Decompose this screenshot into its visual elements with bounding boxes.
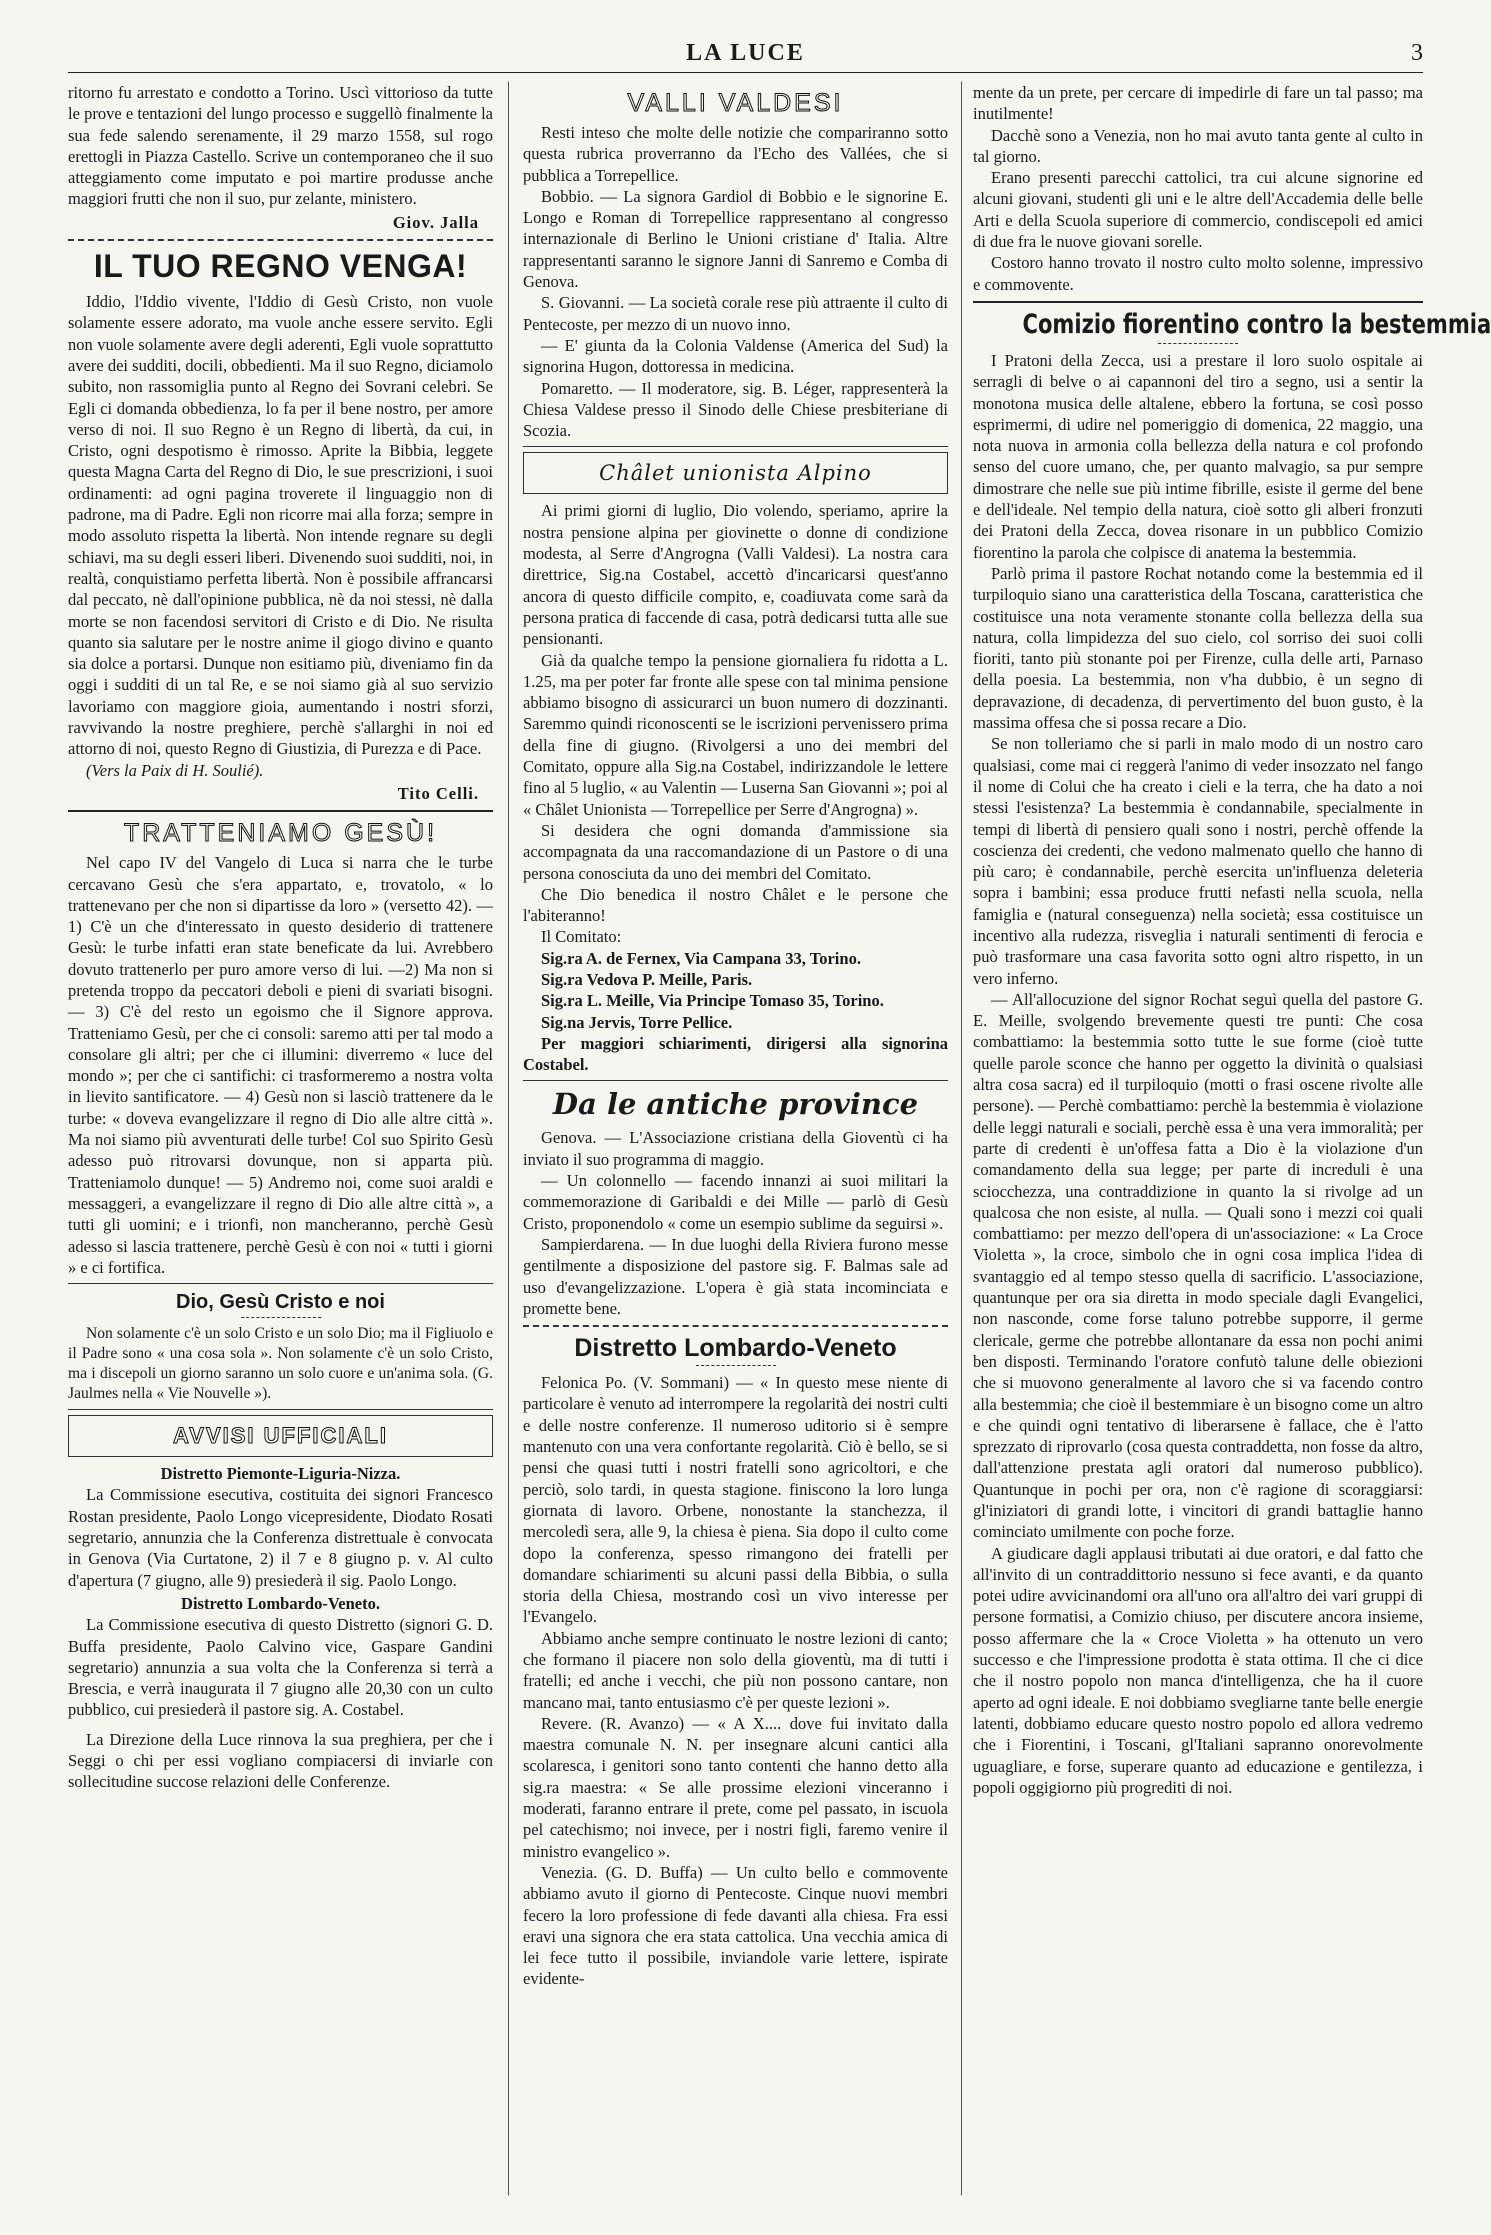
section-divider (523, 1325, 948, 1327)
section-divider (68, 810, 493, 812)
column-1 (68, 82, 493, 2195)
article-paragraph: Che Dio benedica il nostro Châlet e le persone che l'abiteranno! (523, 884, 948, 926)
committee-member: Sig.ra L. Meille, Via Principe Tomaso 35, Torino. (541, 991, 884, 1011)
article-paragraph: Costoro hanno trovato il nostro culto molto solenne, impressivo e commovente. (973, 253, 1423, 294)
article-paragraph: La Direzione della Luce rinnova la sua preghiera, per che i Seggi o chi per essi vogliano compiacersi di inviarle con sollecitudine succose relazioni delle Conferenze. (68, 1729, 493, 1792)
article-paragraph: La Commissione esecutiva, costituita dei signori Francesco Rostan presidente, Paolo Longo vicepresidente, Diodato Rosati segretario, annunzia che la Conferenza distrettuale è convocata in Genova (Via Curtatone, 2) il 7 e 8 giugno p. v. Al culto d'apertura (7 giugno, alle 9) presiederà il sig. Paolo Longo. (68, 1485, 493, 1590)
article-title: AVVISI UFFICIALI (173, 1423, 388, 1449)
article-paragraph: S. Giovanni. — La società corale rese più attraente il culto di Pentecoste, per mezzo di un nuovo inno. (523, 293, 948, 334)
title-ornament (1158, 343, 1238, 344)
article-paragraph: Bobbio. — La signora Gardiol di Bobbio e le signorine E. Longo e Roman di Torrepellice rappresentano al congresso internazionale di Berlino le Unioni cristiane d' Italia. Altre rappresentanti saranno le signore Janni di Sanremo e Comba di Genova. (523, 186, 948, 292)
title-ornament (696, 1365, 776, 1366)
page-header (68, 40, 1423, 70)
article-paragraph: Revere. (R. Avanzo) — « A X.... dove fui invitato dalla maestra comunale N. N. per insegnare alcuni cantici alla scolaresca, i genitori sono tanto contenti che hanno detto alla sig.ra maestra: « Se alle prossime elezioni vinceranno i moderati, faranno entrare il prete, come pel passato, in iscuola pel catechismo; noi invece, per i nostri figli, faremo venire il ministro evangelico ». (523, 1713, 948, 1861)
article-title: VALLI VALDESI (627, 89, 844, 117)
subheading: Distretto Lombardo-Veneto. (181, 1593, 380, 1613)
subheading: Distretto Piemonte-Liguria-Nizza. (160, 1464, 401, 1484)
column-3 (973, 82, 1491, 2195)
article-paragraph: — Un colonnello — facendo innanzi ai suoi militari la commemorazione di Garibaldi e dei Mille — parlò di Gesù Cristo, proponendolo « come un esempio sublime da seguirsi ». (523, 1171, 948, 1233)
section-divider (68, 1409, 493, 1410)
article-title: Châlet unionista Alpino (599, 461, 872, 486)
article-paragraph: Già da qualche tempo la pensione giornaliera fu ridotta a L. 1.25, ma per poter far fronte alle spese con tal minima pensione abbiamo bisogno di assicurarci un buon numero di dozzinanti. Saremmo quindi riconoscenti se le iscrizioni pervenissero prima della fine di giugno. (Rivolgersi a uno dei membri del Comitato, oppure alla Sig.na Costabel, indirizzandole le lettere fino al 5 luglio, « au Valentin — Luserna San Giovanni »; poi al « Châlet Unionista — Torrepellice per Serre d'Angrogna) ». (523, 650, 948, 819)
article-title: Distretto Lombardo-Veneto (574, 1334, 897, 1363)
article-continuation: ritorno fu arrestato e condotto a Torino. Uscì vittorioso da tutte le prove e tentazioni del lungo processo e suggellò finalmente la sua fede salendo serenamente, il 29 marzo 1558, sul rogo erettogli in Piazza Castello. Scrive un contemporaneo che il suo atteggiamento come imputato e poi martire produsse anche maggiori frutti che non il suo, pur zelante, ministero. (68, 83, 493, 209)
article-paragraph: — All'allocuzione del signor Rochat seguì quella del pastore G. E. Meille, svolgendo brevemente questi tre punti: Che cosa combattiamo: la bestemmia sotto tutte le sue forme (cioè tutte quelle parole sconce che hanno per oggetto la divinità o qualsiasi altra cosa sacra) ed il turpiloquio (motti o frasi oscene rivolte alle persone). — Perchè combattiamo: perchè la bestemmia è violazione delle leggi naturali e sociali, perchè essa è una vera immoralità; per parte di credenti è un'offesa fatta a Dio è la violazione d'un comandamento della sua legge; per parte di increduli è una sciocchezza, una contraddizione in quanto la si rivolge ad un qualcosa che non esiste, al nulla. — Quali sono i mezzi coi quali combattiamo: per mezzo dell'opera di un'associazione: « La Croce Violetta », la croce, simbolo che in ogni cosa implica l'idea di svantaggio ed al tempo stesso quella di sacrificio. L'associazione, quantunque per ora sia diretta in modo speciale dagli Evangelici, non nasconde, come forse taluno potrebbe supporre, il germe clericale, germe che potrebbe allontanare da essa non pochi animi ben disposti. Terminando l'oratore confutò talune delle obiezioni che si muovono generalmente al lavoro che si va facendo contro alla bestemmia; che cioè il bestemmiare è un bisogno come un altro e che quindi ogni tentativo di liberarsene è fallace, che è l'atto sprezzato di riprovarlo (cosa questa contraddetta, non fosse da altro, dall'attenzione prestata agli oratori dal numeroso pubblico). Quantunque in pochi per ora, non c'è ragione di scoraggiarsi: gl'iniziatori di grandi lotte, i vincitori di grandi battaglie hanno cominciato umilmente con poche forze. (973, 989, 1423, 1542)
section-divider (973, 301, 1423, 303)
byline: Giov. Jalla (392, 212, 479, 232)
article-paragraph: Non solamente c'è un solo Cristo e un solo Dio; ma il Figliuolo e il Padre sono « una cosa sola ». Non solamente c'è un solo Cristo, ma i discepoli un giorno saranno un solo cuore e un'anima sola. (G. Jaulmes nella « Vie Nouvelle »). (68, 1325, 493, 1403)
byline: Tito Celli. (397, 783, 479, 803)
article-paragraph: La Commissione esecutiva di questo Distretto (signori G. D. Buffa presidente, Paolo Calvino vice, Gaspare Gandini segretario) annunzia a sua volta che la Conferenza si terrà a Brescia, e verrà inaugurata il 7 giugno alle 20,30 con un culto pubblico, cui presiederà il pastore sig. A. Costabel. (68, 1615, 493, 1720)
committee-member: Sig.ra Vedova P. Meille, Paris. (541, 969, 753, 989)
article-paragraph: I Pratoni della Zecca, usi a prestare il loro suolo ospitale ai serragli di belve o ai capannoni del tiro a segno, usi a sentir la monotona musica delle altalene, ebbero la fortuna, se così posso esprimermi, di udire nel pomeriggio di domenica, 22 maggio, una nota nuova in armonia colla bellezza della natura e col profondo senso del cuore umano, che, per quanto malvagio, sa pur sempre dimostrare che nelle sue più intime fibrille, esiste il germe del bene e dell'ideale. Nel tempio della natura, cioè sotto gli alberi fronzuti dei Pratoni della Zecca, dovea risonare in un pubblico Comizio fiorentino la parola che colpisce di anatema la bestemmia. (973, 350, 1423, 562)
article-title: Dio, Gesù Cristo e noi (176, 1291, 385, 1314)
section-divider (68, 239, 493, 241)
column-rule (961, 82, 962, 2195)
section-divider (68, 1283, 493, 1284)
article-paragraph: — E' giunta da la Colonia Valdense (America del Sud) la signorina Hugon, dottoressa in medicina. (523, 335, 948, 377)
page-number: 3 (1411, 40, 1423, 66)
article-paragraph: A giudicare dagli applausi tributati ai due oratori, e dal fatto che all'invito di un contraddittorio nessuno si fece avanti, e da quanto potei udire avvicinandomi ora all'uno ora all'altro dei vari gruppi di persone formatisi, a Comizio chiuso, per discutere ancora insieme, posso affermare che la « Croce Violetta » ha ottenuto un vero successo e che l'impressione prodotta è stata ottima. Il che ci dice che il nostro popolo non manca d'intelligenza, che ha il cuore aperto ad ogni ideale. E noi dobbiamo svegliarne tante belle energie latenti, dobbiamo educare questo nostro popolo ed allora vedremo che i Fiorentini, i Toscani, gl'Italiani sapranno onorevolmente uguagliare, e forse, superare quanto ad educazione e gentilezza, i popoli oggigiorno più progrediti di noi. (973, 1543, 1423, 1797)
article-title: Da le antiche province (552, 1087, 919, 1122)
article-continuation: mente da un prete, per cercare di impedirle di fare un tal passo; ma inutilmente! (973, 83, 1423, 124)
title-box (523, 452, 948, 494)
committee-member: Sig.ra A. de Fernex, Via Campana 33, Torino. (541, 948, 861, 968)
article-paragraph: Sampierdarena. — In due luoghi della Riviera furono messe gentilmente a disposizione del pastore sig. F. Balmas sale ad uso d'evangelizzazione. L'opera è già stata incominciata e promette bene. (523, 1234, 948, 1318)
article-paragraph: Venezia. (G. D. Buffa) — Un culto bello e commovente abbiamo avuto il giorno di Pentecoste. Cinque nuovi membri fecero la loro professione di fede davanti alla chiesa. Fra essi eravi una signora che era stata cattolica. Una vecchia amica di lei fece tutto il possibile, inviandole varie lettere, ispirate evidente- (523, 1862, 948, 1989)
article-paragraph: Parlò prima il pastore Rochat notando come la bestemmia ed il turpiloquio siano una caratteristica della Toscana, caratteristica che costituisce una nota veramente stonante colla bellezza della sua natura, colla limpidezza del suo cielo, col sorriso dei suoi colli fioriti, tanto più stonante poi per Firenze, culla delle arti, Parnaso della poesia. La bestemmia, non v'ha dubbio, è un segno di depravazione, di decadenza, di pervertimento del buon gusto, è la massima offesa che si possa recare a Dio. (973, 563, 1423, 733)
column-rule (508, 82, 509, 2195)
section-divider (523, 1080, 948, 1081)
article-paragraph: Abbiamo anche sempre continuato le nostre lezioni di canto; che formano il piacere non solo della gioventù, ma di tutti i fratelli; ed anche i vecchi, che più non possono cantare, non mancano mai, tanto entusiasmo c'è per queste lezioni ». (523, 1628, 948, 1712)
article-paragraph: Genova. — L'Associazione cristiana della Gioventù ci ha inviato il suo programma di maggio. (523, 1128, 948, 1169)
article-paragraph: Si desidera che ogni domanda d'ammissione sia accompagnata da una raccomandazione di un Pastore o di una persona conosciuta da uno dei membri del Comitato. (523, 820, 948, 883)
column-2 (523, 82, 948, 2195)
article-paragraph: Erano presenti parecchi cattolici, tra cui alcune signorine ed alcuni giovani, studenti gli uni e le altre dell'Accademia delle belle Arti e della Scuola superiore di commercio, condiscepoli ed amici di due fra le nuove giovani sorelle. (973, 168, 1423, 252)
committee-member: Sig.na Jervis, Torre Pellice. (541, 1012, 733, 1032)
article-paragraph: Se non tolleriamo che si parli in malo modo di un nostro caro qualsiasi, come mai ci reggerà l'animo di veder insozzato nel fango il nome di Colui che ha creato i cieli e la terra, che ha dato a noi stessi l'esistenza? La bestemmia è condannabile, specialmente in tempi di libertà di pensiero quali sono i nostri, perchè offende la coscienza dei credenti, che vedono malmenato quello che hanno di più caro; è condannabile, perchè esercita un'influenza deleteria sopra i bambini; essa produce frutti nefasti nella scuola, nella famiglia e (natural conseguenza) nella società; essa costituisce un incentivo alla rudezza, risveglia i naturali sentimenti di ferocia e può trasformare una casa favorita sotto ogni altro rispetto, in un vero inferno. (973, 734, 1423, 988)
section-divider (523, 446, 948, 447)
article-paragraph: Per maggiori schiarimenti, dirigersi alla signorina Costabel. (523, 1033, 948, 1075)
committee-label: Il Comitato: (541, 927, 622, 947)
running-title: LA LUCE (686, 40, 805, 66)
header-rule (68, 72, 1423, 73)
article-paragraph: Nel capo IV del Vangelo di Luca si narra che le turbe cercavano Gesù che s'era appartato, e, trovatolo, « lo trattenevano per che non si dipartisse da loro » (versetto 42). — 1) C'è un che d'interessato in questo desiderio di trattenere Gesù: le turbe infatti eran state beneficate da lui. Avrebbero dovuto trattenerlo per puro amore verso di lui. —2) Ma non si pretenda troppo da peccatori deboli e pieni di svariati bisogni. — 3) C'è del resto un egoismo che il Signore approva. Tratteniamo Gesù, per che ci consoli: saremo atti per tal modo a consolare gli altri; per che ci illumini: diverremo « luce del mondo »; per che ci santifichi: ci trasformeremo a nostra volta in lievito santificatore. — 4) Gesù non si lasciò trattenere da le turbe: « doveva evangelizzare il regno di Dio alle altre città ». Ma noi siamo più avventurati delle turbe! Col suo Spirito Gesù adesso può ritrovarsi dovunque, non si apparta più. Tratteniamolo dunque! — 5) Andremo noi, come suoi araldi e messaggeri, a evangelizzare il regno di Dio alle altre città », a tutti gli uomini; e i trionfi, non mancheranno, perchè Gesù adesso si lascia trattenere, perchè Gesù è con noi « tutti i giorni » e ci fortifica. (68, 853, 493, 1277)
article-title: Comizio fiorentino contro la bestemmia (1022, 308, 1491, 340)
article-paragraph: Ai primi giorni di luglio, Dio volendo, speriamo, aprire la nostra pensione alpina per giovinette o donne di condizione modesta, al Serre d'Angrogna (Valli Valdesi). La nostra cara direttrice, Sig.na Costabel, accettò d'incaricarsi quest'anno ancora di questo difficile compito, e, coadiuvata come sarà da persona pratica di faccende di casa, potrà dedicarsi tutta alle sue pensionanti. (523, 501, 948, 649)
article-title: IL TUO REGNO VENGA! (93, 248, 468, 285)
article-paragraph: Resti inteso che molte delle notizie che compariranno sotto questa rubrica proverranno da l'Echo des Vallées, che si pubblica a Torrepellice. (523, 123, 948, 185)
title-ornament (241, 1317, 321, 1318)
article-source: (Vers la Paix di H. Soulié). (86, 760, 264, 780)
article-paragraph: Felonica Po. (V. Sommani) — « In questo mese niente di particolare è venuto ad interrompere la regolarità dei nostri culti e delle nostre conferenze. Il numeroso uditorio si è sempre mantenuto con una vera confortante regolarità. Ciò è bello, se si pensi che quasi tutti i nostri fratelli sono agricoltori, e che perciò, solo tardi, in questa stagione. finiscono la loro lunga giornata di lavoro. Orbene, nonostante la stanchezza, il mercoledì sera, alle 9, la chiesa è piena. Sia dopo il culto come dopo la conferenza, spesso rimangono dei fratelli per domandare schiarimenti su alcuni passi della Bibbia, o sulla storia della Chiesa, mostrando così un vivo interesse per l'Evangelo. (523, 1373, 948, 1627)
article-paragraph: Dacchè sono a Venezia, non ho mai avuto tanta gente al culto in tal giorno. (973, 125, 1423, 166)
article-paragraph: Iddio, l'Iddio vivente, l'Iddio di Gesù Cristo, non vuole solamente essere adorato, ma vuole anche essere servito. Egli non vuole solamente avere degli aderenti, Egli vuole soprattutto avere dei sudditi, docili, obbedienti. Ma il suo Regno, diciamolo subito, non rassomiglia punto al Regno dei Sovrani celebri. Se Egli ci domanda obbedienza, lo fa per il bene nostro, per amore verso di noi. Il suo Regno è un Regno di libertà, da cui, in Cristo, ogni despotismo è rimosso. Aprite la Bibbia, leggete questa Magna Carta del Regno di Dio, le sue prescrizioni, i suoi ordinamenti: ad ogni pagina troverete il linguaggio non di padrone, ma di Padre. Egli non ricorre mai alla forza; sempre in modo assoluto rispetta la libertà. Non intende regnare su degli schiavi, ma su degli esseri liberi. Divenendo suoi sudditi, noi, in realtà, conquistiamo perfetta libertà. Non è possibile affrancarsi dal peccato, nè dall'opinione pubblica, nè da noi stessi, nè dalla morte se non facendosi servitori di Cristo e di Dio. Ne risulta quanto sia salutare per le nostre anime il giogo divino e quanto sia dolce a portarsi. Dunque non esitiamo più, diveniamo fin da oggi i sudditi di un tal Re, e se noi siamo già al suo servizio lavoriamo con maggiore gioia, aumentando i nostri sforzi, ravvivando la nostre preghiere, perchè s'allarghi in noi ed attorno di noi, questo Regno di Giustizia, di Purezza e di Pace. (68, 292, 493, 759)
article-paragraph: Pomaretto. — Il moderatore, sig. B. Léger, rappresenterà la Chiesa Valdese presso il Sinodo delle Chiese presbiteriane di Scozia. (523, 378, 948, 441)
notice-box (68, 1415, 493, 1457)
article-title: TRATTENIAMO GESÙ! (123, 819, 438, 848)
